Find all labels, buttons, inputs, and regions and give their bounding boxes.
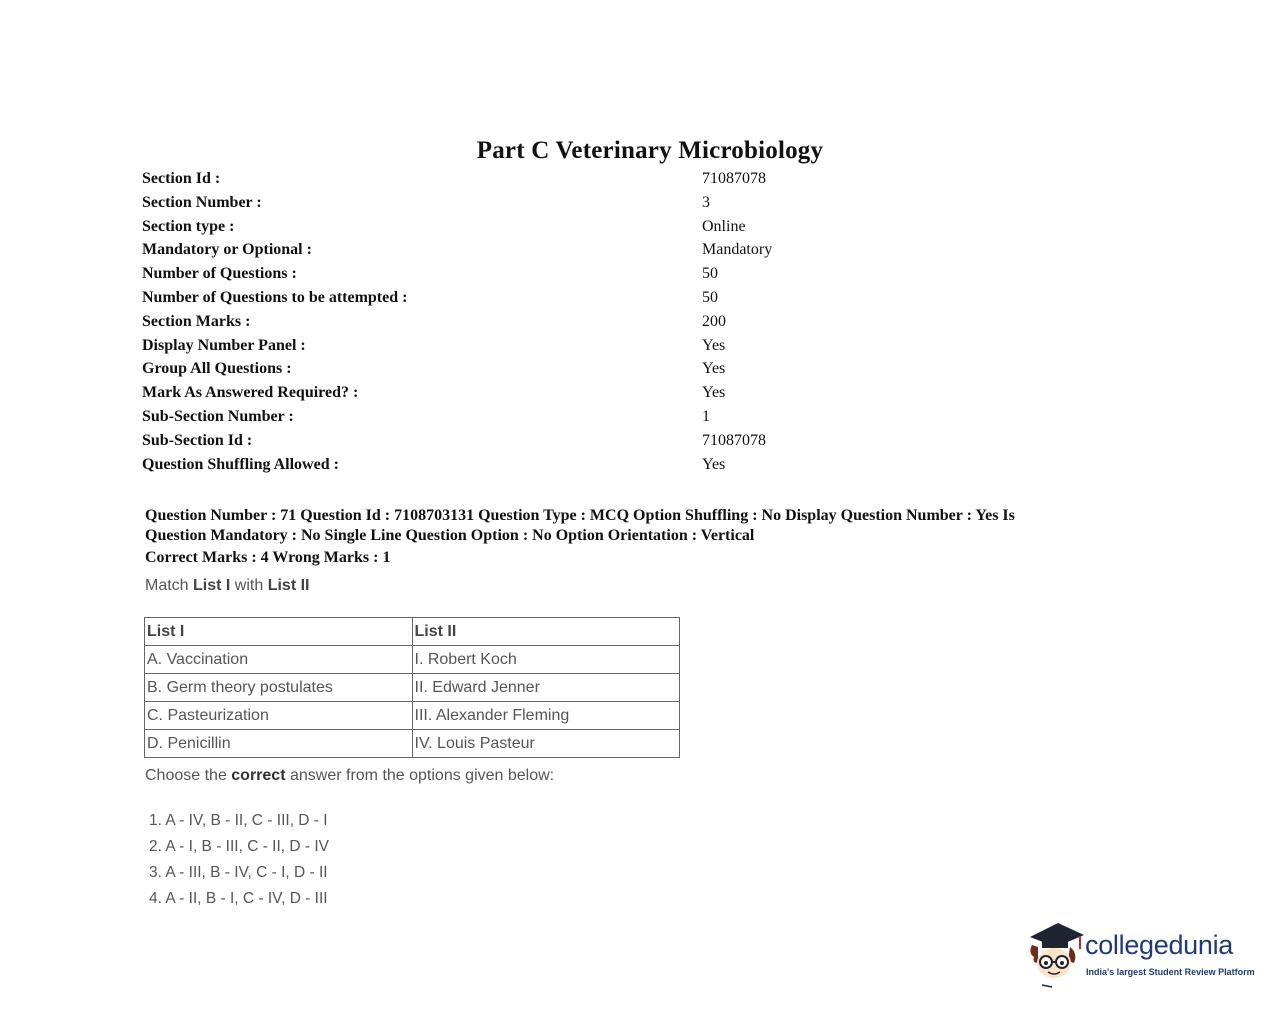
column-header: List II [412, 618, 680, 646]
section-meta [142, 170, 842, 479]
question-header [145, 506, 1105, 545]
choose-bold: correct [231, 767, 286, 784]
answer-options [149, 811, 329, 915]
meta-row [142, 360, 842, 384]
meta-value: 50 [702, 265, 718, 283]
table-cell: A. Vaccination [145, 646, 413, 674]
meta-value: 3 [702, 193, 710, 211]
answer-option: 4. A - II, B - I, C - IV, D - III [149, 890, 328, 907]
meta-label: Question Shuffling Allowed : [142, 455, 339, 473]
meta-row [142, 408, 842, 432]
choose-text: answer from the options given below: [285, 767, 555, 784]
meta-row [142, 432, 842, 456]
column-header: List I [145, 618, 413, 646]
table-cell: IV. Louis Pasteur [412, 730, 680, 758]
prompt-bold: List I [193, 577, 231, 594]
meta-value: Yes [702, 360, 726, 378]
meta-label: Display Number Panel : [142, 336, 306, 354]
meta-label: Mandatory or Optional : [142, 241, 312, 259]
meta-label: Mark As Answered Required? : [142, 384, 359, 402]
prompt-text: Match [145, 577, 194, 594]
meta-row [142, 194, 842, 218]
meta-value: Yes [702, 455, 726, 473]
table-cell: III. Alexander Fleming [412, 702, 680, 730]
meta-value: 200 [702, 312, 726, 330]
table-cell: C. Pasteurization [145, 702, 413, 730]
meta-row [142, 456, 842, 480]
answer-option: 1. A - IV, B - II, C - III, D - I [149, 812, 328, 829]
table-row [145, 702, 680, 730]
meta-value: Online [702, 217, 746, 235]
brand-name: collegedunia [1085, 930, 1234, 960]
meta-value: Yes [702, 384, 726, 402]
prompt-text: with [230, 577, 268, 594]
meta-value: 1 [702, 407, 710, 425]
meta-row [142, 289, 842, 313]
meta-value: 50 [702, 288, 718, 306]
table-header-row [145, 618, 680, 646]
question-prompt [145, 577, 309, 595]
meta-row [142, 384, 842, 408]
meta-label: Sub-Section Number : [142, 407, 294, 425]
meta-label: Section Id : [142, 170, 221, 187]
question-header-line: Question Mandatory : No Single Line Question Option : No Option Orientation : Vertical [145, 526, 755, 544]
table-row [145, 730, 680, 758]
question-marks: Correct Marks : 4 Wrong Marks : 1 [145, 549, 391, 566]
table-cell: II. Edward Jenner [412, 674, 680, 702]
match-table [144, 617, 680, 758]
meta-row [142, 241, 842, 265]
meta-row [142, 337, 842, 361]
meta-label: Section Number : [142, 193, 262, 211]
meta-value: 71087078 [702, 170, 766, 187]
choose-text: Choose the [145, 767, 232, 784]
meta-value: 71087078 [702, 431, 766, 449]
answer-option: 3. A - III, B - IV, C - I, D - II [149, 864, 328, 881]
table-row [145, 646, 680, 674]
question-header-line: Question Number : 71 Question Id : 7108703131 Question Type : MCQ Option Shuffling : No Display Question Number : Yes Is [145, 507, 1015, 524]
meta-row [142, 265, 842, 289]
table-cell: D. Penicillin [145, 730, 413, 758]
meta-label: Group All Questions : [142, 360, 292, 378]
answer-option: 2. A - I, B - III, C - II, D - IV [149, 838, 330, 855]
meta-label: Number of Questions to be attempted : [142, 288, 408, 306]
meta-row [142, 170, 842, 194]
brand-tagline: India's largest Student Review Platform [1086, 967, 1255, 977]
meta-label: Number of Questions : [142, 265, 297, 283]
meta-value: Mandatory [702, 241, 773, 259]
meta-row [142, 313, 842, 337]
choose-instruction [145, 767, 554, 785]
meta-label: Section type : [142, 217, 235, 235]
meta-label: Sub-Section Id : [142, 431, 253, 449]
table-cell: B. Germ theory postulates [145, 674, 413, 702]
brand-logo [1024, 917, 1264, 992]
table-row [145, 674, 680, 702]
prompt-bold: List II [267, 577, 310, 594]
student-mascot-icon [1024, 917, 1086, 989]
table-cell: I. Robert Koch [412, 646, 680, 674]
meta-value: Yes [702, 336, 726, 354]
page-title: Part C Veterinary Microbiology [476, 137, 824, 164]
meta-row [142, 218, 842, 242]
meta-label: Section Marks : [142, 312, 251, 330]
